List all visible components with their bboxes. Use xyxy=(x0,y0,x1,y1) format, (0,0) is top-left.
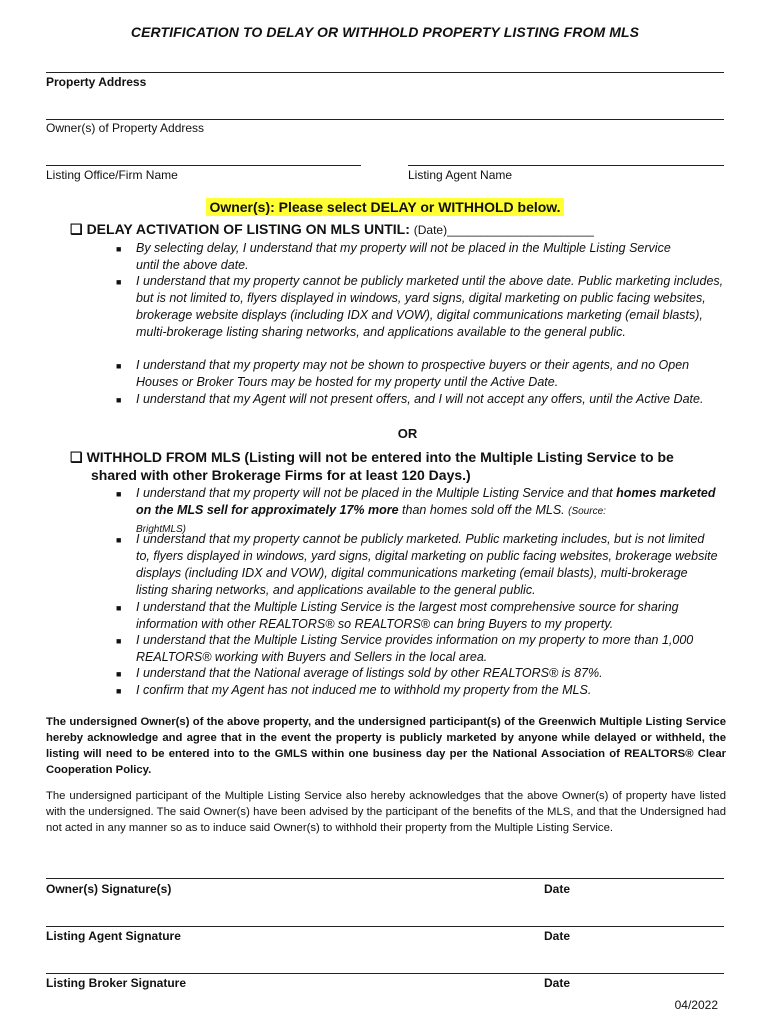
owners-address-field[interactable] xyxy=(46,119,724,120)
bullet-icon: ■ xyxy=(116,244,122,254)
withhold-label-line2: shared with other Brokerage Firms for at least 120 Days.) xyxy=(91,467,471,483)
owner-signature-label: Owner(s) Signature(s) xyxy=(46,882,172,896)
withhold-bullet-1-text-2: than homes sold off the MLS. xyxy=(398,503,569,517)
withhold-bullet-1-emphasis: homes xyxy=(616,486,657,500)
withhold-bullet-1-source-2: BrightMLS) xyxy=(136,524,187,535)
bullet-icon: ■ xyxy=(116,669,122,679)
agent-signature-date-label: Date xyxy=(544,929,571,943)
document-title: CERTIFICATION TO DELAY OR WITHHOLD PROPERTY LISTING FROM MLS xyxy=(130,24,640,40)
bullet-icon: ■ xyxy=(116,535,122,545)
withhold-bullet-2: I understand that my property cannot be publicly marketed. Public marketing includes, but is not limited to, flyers displayed in windows, yard signs, digital marketing on public facing websites, brokerage website displays (including IDX and VOW), digital communications marketing (email blasts), multi-brokerage listing sharing networks, and applications available to the general public. xyxy=(136,532,718,597)
withhold-label-line1: WITHHOLD FROM MLS (Listing will not be entered into the Multiple Listing Service to be xyxy=(86,449,674,465)
bullet-icon: ■ xyxy=(116,489,122,499)
withhold-bullet-4: I understand that the Multiple Listing Service provides information on my property to more than 1,000 REALTORS® working with Buyers and Sellers in the local area. xyxy=(136,633,694,664)
delay-bullet-4: I understand that my Agent will not present offers, and I will not accept any offers, until the Active Date. xyxy=(136,392,704,406)
withhold-option xyxy=(70,449,674,466)
instruction-text: Owner(s): Please select DELAY or WITHHOLD below. xyxy=(206,198,563,216)
delay-checkbox[interactable]: ❏ xyxy=(70,221,83,237)
bullet-icon: ■ xyxy=(116,636,122,646)
participant-paragraph: The undersigned participant of the Multiple Listing Service also hereby acknowledges that the above Owner(s) of property have listed with the undersigned. The said Owner(s) have been advised by the participant of the benefits of the MLS, and that the Undersigned had not acted in any manner so as to induce said Owner(s) to withhold their property from the Multiple Listing Service. xyxy=(46,790,726,834)
property-address-field[interactable] xyxy=(46,72,724,73)
bullet-icon: ■ xyxy=(116,361,122,371)
delay-label: DELAY ACTIVATION OF LISTING ON MLS UNTIL: xyxy=(86,221,410,237)
instruction-banner xyxy=(0,199,770,217)
listing-agent-label: Listing Agent Name xyxy=(408,168,513,182)
delay-bullet-2: I understand that my property cannot be publicly marketed until the above date. Public marketing includes, but is not limited to, flyers displayed in windows, yard signs, digital marketing on public facing websites, brokerage website displays (including IDX and VOW), digital communications marketing (email blasts), multi-brokerage listing sharing networks, and applications available to the general public. xyxy=(136,274,724,339)
owner-signature-date-label: Date xyxy=(544,882,571,896)
withhold-bullet-5: I understand that the National average of listings sold by other REALTORS® is 87%. xyxy=(136,666,603,680)
withhold-bullet-6: I confirm that my Agent has not induced me to withhold my property from the MLS. xyxy=(136,683,592,697)
withhold-bullet-1-text: I understand that my property will not be placed in the Multiple Listing Service and that xyxy=(136,486,617,500)
delay-date-field[interactable]: (Date)______________________ xyxy=(413,223,594,237)
broker-signature-field[interactable] xyxy=(46,973,724,974)
or-separator: OR xyxy=(397,426,418,441)
owner-signature-field[interactable] xyxy=(46,878,724,879)
bullet-icon: ■ xyxy=(116,686,122,696)
bullet-icon: ■ xyxy=(116,603,122,613)
acknowledgement-paragraph: The undersigned Owner(s) of the above property, and the undersigned participant(s) of the Greenwich Multiple Listing Service hereby acknowledge and agree that in the event the property is publicly marketed by anyone while delayed or withheld, the listing will need to be entered into to the GMLS within one business day per the National Association of REALTORS® Clear Cooperation Policy. xyxy=(46,716,726,776)
owners-address-label: Owner(s) of Property Address xyxy=(46,121,205,135)
broker-signature-label: Listing Broker Signature xyxy=(46,976,187,990)
withhold-bullet-3: I understand that the Multiple Listing Service is the largest most comprehensive source for sharing information with other REALTORS® so REALTORS® can bring Buyers to my property. xyxy=(136,600,679,631)
delay-bullet-3: I understand that my property may not be shown to prospective buyers or their agents, and no Open Houses or Broker Tours may be hosted for my property until the Active Date. xyxy=(136,358,690,389)
agent-signature-field[interactable] xyxy=(46,926,724,927)
listing-office-field[interactable] xyxy=(46,165,361,166)
broker-signature-date-label: Date xyxy=(544,976,571,990)
bullet-icon: ■ xyxy=(116,395,122,405)
listing-office-label: Listing Office/Firm Name xyxy=(46,168,178,182)
form-version: 04/2022 xyxy=(674,998,718,1012)
agent-signature-label: Listing Agent Signature xyxy=(46,929,181,943)
delay-bullet-1: By selecting delay, I understand that my property will not be placed in the Multiple Listing Service until the above date. xyxy=(136,241,671,272)
delay-option xyxy=(70,221,594,238)
property-address-label: Property Address xyxy=(46,75,147,89)
withhold-checkbox[interactable]: ❏ xyxy=(70,449,83,465)
withhold-bullet-1-source: (Source: xyxy=(568,506,606,517)
withhold-bullet-1-emphasis-2: marketed on the MLS sell for approximately 17% more xyxy=(136,486,716,517)
listing-agent-field[interactable] xyxy=(408,165,724,166)
bullet-icon: ■ xyxy=(116,277,122,287)
